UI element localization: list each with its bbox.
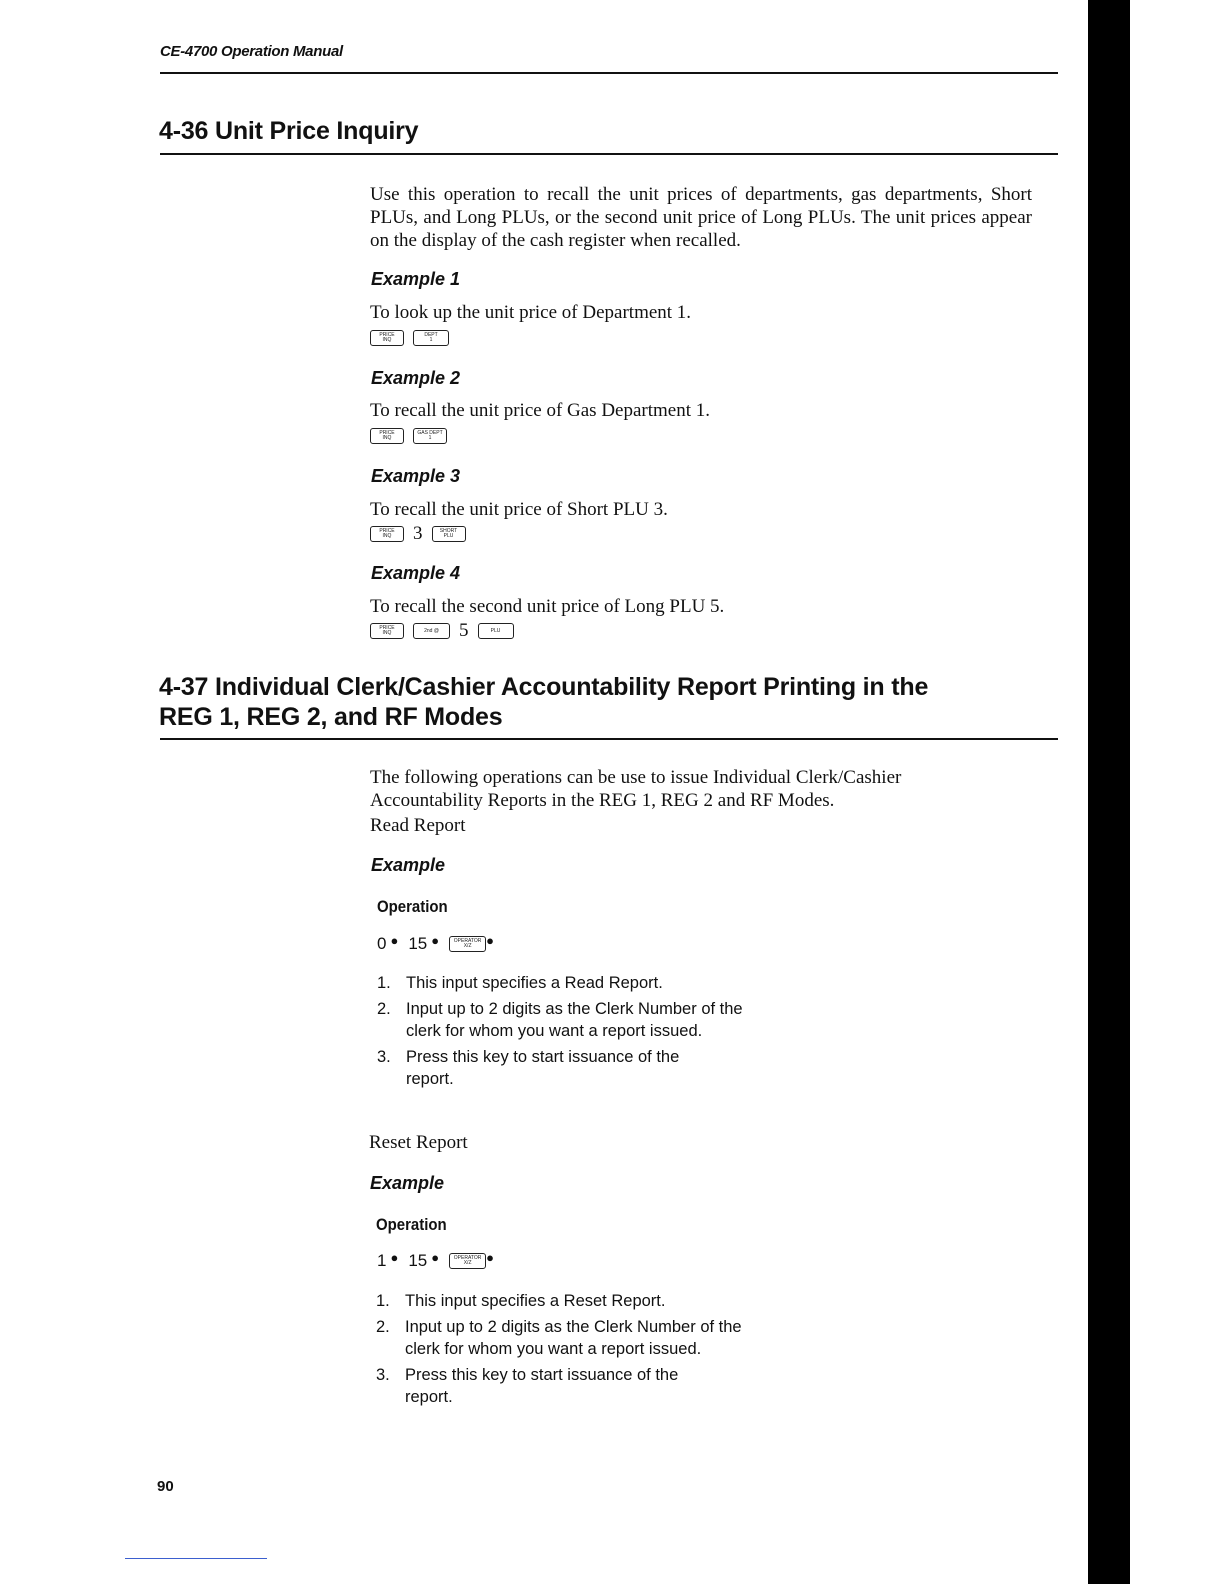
reset-operation-label: Operation bbox=[376, 1215, 447, 1234]
read-report-label: Read Report bbox=[370, 815, 466, 836]
operator-xz-key: OPERATOR X/Z bbox=[449, 1253, 486, 1269]
page-number: 90 bbox=[157, 1478, 174, 1495]
example-1-text: To look up the unit price of Department 1. bbox=[370, 302, 692, 323]
example-3-title: Example 3 bbox=[371, 466, 461, 486]
digit-3: 3 bbox=[413, 523, 423, 544]
example-4-text: To recall the second unit price of Long PLU 5. bbox=[370, 596, 725, 617]
reset-report-label: Reset Report bbox=[369, 1132, 468, 1153]
reset-example-title: Example bbox=[370, 1173, 445, 1193]
section-rule-4-36 bbox=[160, 153, 1058, 155]
operator-xz-key: OPERATOR X/Z bbox=[449, 936, 486, 952]
read-step: 2. Input up to 2 digits as the Clerk Number of the clerk for whom you want a report issued. bbox=[377, 999, 743, 1040]
clerk-code: 15 bbox=[408, 934, 428, 953]
unit-price-intro: Use this operation to recall the unit prices of departments, gas departments, Short PLUs, and Long PLUs, or the second unit price of Long PLUs. The unit prices appear on the display of the cash register when recalled. bbox=[370, 184, 1032, 251]
price-inq-key: PRICE INQ bbox=[370, 330, 404, 346]
reset-step: 1. This input specifies a Reset Report. bbox=[376, 1292, 666, 1310]
running-header: CE-4700 Operation Manual bbox=[160, 43, 343, 60]
digit-5: 5 bbox=[459, 620, 469, 641]
gas-dept-1-key: GAS DEPT 1 bbox=[413, 428, 447, 444]
read-operation-sequence: 0 ● 15 ● OPERATOR X/Z ● bbox=[377, 932, 494, 953]
price-inq-key: PRICE INQ bbox=[370, 623, 404, 639]
reset-steps bbox=[376, 1290, 746, 1412]
read-operation-label: Operation bbox=[377, 897, 448, 916]
dept-1-key: DEPT 1 bbox=[413, 330, 449, 346]
price-inq-key: PRICE INQ bbox=[370, 428, 404, 444]
read-example-title: Example bbox=[371, 855, 446, 875]
reset-operation-sequence: 1 ● 15 ● OPERATOR X/Z ● bbox=[377, 1249, 494, 1270]
reset-step: 3. Press this key to start issuance of the report. bbox=[376, 1365, 679, 1406]
second-at-key: 2nd @ bbox=[413, 623, 450, 639]
clerk-code: 15 bbox=[408, 1251, 428, 1270]
short-plu-key: SHORT PLU bbox=[432, 526, 466, 542]
mode-digit: 0 bbox=[377, 934, 387, 953]
section-rule-4-37 bbox=[160, 738, 1058, 740]
example-2-text: To recall the unit price of Gas Department 1. bbox=[370, 400, 711, 421]
example-1-title: Example 1 bbox=[371, 269, 461, 289]
read-steps bbox=[377, 972, 747, 1094]
example-2-title: Example 2 bbox=[371, 368, 461, 388]
plu-key: PLU bbox=[478, 623, 514, 639]
reset-step: 2. Input up to 2 digits as the Clerk Number of the clerk for whom you want a report issued. bbox=[376, 1317, 742, 1358]
example-1-keys bbox=[370, 330, 449, 346]
example-4-title: Example 4 bbox=[371, 563, 461, 583]
section-title-4-37-line2: REG 1, REG 2, and RF Modes bbox=[159, 703, 503, 731]
section-title-4-36: 4-36 Unit Price Inquiry bbox=[159, 117, 419, 145]
mode-digit: 1 bbox=[377, 1251, 387, 1270]
clerk-report-intro: The following operations can be use to issue Individual Clerk/Cashier Accountability Reports in the REG 1, REG 2 and RF Modes. bbox=[370, 767, 902, 811]
price-inq-key: PRICE INQ bbox=[370, 526, 404, 542]
example-3-text: To recall the unit price of Short PLU 3. bbox=[370, 499, 668, 520]
read-step: 1. This input specifies a Read Report. bbox=[377, 974, 663, 992]
scan-edge-shadow bbox=[1088, 0, 1130, 1584]
read-step: 3. Press this key to start issuance of the report. bbox=[377, 1047, 680, 1088]
header-rule bbox=[160, 72, 1058, 74]
section-title-4-37-line1: 4-37 Individual Clerk/Cashier Accountability Report Printing in the bbox=[159, 673, 929, 701]
footer-underline bbox=[125, 1558, 267, 1559]
example-4-keys bbox=[370, 621, 514, 641]
example-2-keys bbox=[370, 428, 447, 444]
example-3-keys bbox=[370, 524, 466, 544]
